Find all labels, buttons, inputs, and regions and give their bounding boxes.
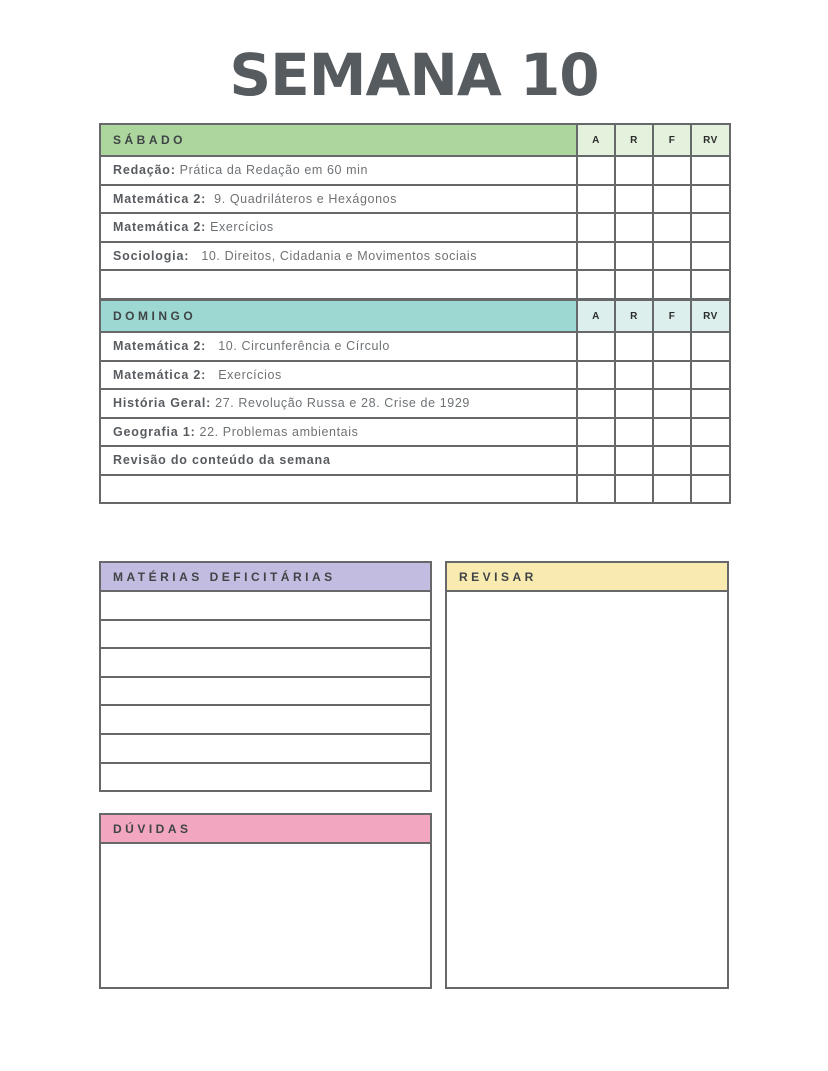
table-row xyxy=(100,361,730,390)
col-header-a: A xyxy=(577,300,615,332)
topic-label: 10. Circunferência e Círculo xyxy=(210,339,390,354)
subject-label: Sociologia: xyxy=(113,248,190,263)
doubts-box xyxy=(99,813,432,989)
deficit-line[interactable] xyxy=(101,621,430,650)
deficit-line[interactable] xyxy=(101,764,430,793)
check-a[interactable] xyxy=(577,156,615,185)
deficit-line[interactable] xyxy=(101,592,430,621)
check-r[interactable] xyxy=(615,389,653,418)
col-header-r: R xyxy=(615,124,653,156)
sunday-header: DOMINGO xyxy=(100,300,577,332)
col-header-a: A xyxy=(577,124,615,156)
deficit-line[interactable] xyxy=(101,735,430,764)
check-f[interactable] xyxy=(653,213,691,242)
task-cell[interactable] xyxy=(100,475,577,504)
saturday-header-row xyxy=(100,124,730,156)
check-f[interactable] xyxy=(653,475,691,504)
table-row xyxy=(100,418,730,447)
deficit-subjects-box xyxy=(99,561,432,792)
col-header-r: R xyxy=(615,300,653,332)
check-r[interactable] xyxy=(615,446,653,475)
table-row xyxy=(100,446,730,475)
task-cell xyxy=(100,418,577,447)
topic-label: Prática da Redação em 60 min xyxy=(179,163,369,178)
review-header: REVISAR xyxy=(447,563,727,592)
review-box xyxy=(445,561,729,989)
subject-label: Redação: xyxy=(113,163,176,178)
sunday-header-row xyxy=(100,300,730,332)
table-row xyxy=(100,332,730,361)
topic-label: 9. Quadriláteros e Hexágonos xyxy=(210,191,398,206)
topic-label: Exercícios xyxy=(210,367,282,382)
check-r[interactable] xyxy=(615,361,653,390)
table-row-empty xyxy=(100,475,730,504)
check-f[interactable] xyxy=(653,185,691,214)
topic-label: Exercícios xyxy=(210,220,274,235)
topic-label: 10. Direitos, Cidadania e Movimentos sociais xyxy=(193,248,478,263)
deficit-line[interactable] xyxy=(101,706,430,735)
col-header-rv: RV xyxy=(691,300,730,332)
check-a[interactable] xyxy=(577,446,615,475)
table-row xyxy=(100,156,730,185)
check-f[interactable] xyxy=(653,418,691,447)
check-rv[interactable] xyxy=(691,242,730,271)
check-f[interactable] xyxy=(653,389,691,418)
table-row xyxy=(100,242,730,271)
check-f[interactable] xyxy=(653,242,691,271)
task-cell[interactable] xyxy=(100,270,577,299)
subject-label: História Geral: xyxy=(113,396,212,411)
check-r[interactable] xyxy=(615,156,653,185)
check-rv[interactable] xyxy=(691,475,730,504)
check-a[interactable] xyxy=(577,418,615,447)
check-rv[interactable] xyxy=(691,418,730,447)
task-cell xyxy=(100,446,577,475)
check-rv[interactable] xyxy=(691,185,730,214)
col-header-f: F xyxy=(653,124,691,156)
subject-label: Matemática 2: xyxy=(113,191,207,206)
check-a[interactable] xyxy=(577,332,615,361)
review-area[interactable] xyxy=(447,592,727,987)
subject-label: Revisão do conteúdo da semana xyxy=(113,453,331,468)
check-f[interactable] xyxy=(653,332,691,361)
check-a[interactable] xyxy=(577,389,615,418)
doubts-header: DÚVIDAS xyxy=(101,815,430,844)
task-cell xyxy=(100,156,577,185)
check-f[interactable] xyxy=(653,446,691,475)
subject-label: Matemática 2: xyxy=(113,367,207,382)
deficit-line[interactable] xyxy=(101,678,430,707)
table-row xyxy=(100,213,730,242)
check-r[interactable] xyxy=(615,270,653,299)
table-row-empty xyxy=(100,270,730,299)
check-a[interactable] xyxy=(577,270,615,299)
saturday-header: SÁBADO xyxy=(100,124,577,156)
check-rv[interactable] xyxy=(691,156,730,185)
deficit-subjects-header: MATÉRIAS DEFICITÁRIAS xyxy=(101,563,430,592)
check-a[interactable] xyxy=(577,242,615,271)
page-title: SEMANA 10 xyxy=(229,41,599,109)
topic-label: 27. Revolução Russa e 28. Crise de 1929 xyxy=(215,396,470,411)
check-rv[interactable] xyxy=(691,361,730,390)
check-rv[interactable] xyxy=(691,446,730,475)
sunday-table xyxy=(99,299,731,504)
check-f[interactable] xyxy=(653,156,691,185)
task-cell xyxy=(100,185,577,214)
check-rv[interactable] xyxy=(691,270,730,299)
task-cell xyxy=(100,361,577,390)
saturday-table xyxy=(99,123,731,300)
check-rv[interactable] xyxy=(691,213,730,242)
check-rv[interactable] xyxy=(691,332,730,361)
col-header-f: F xyxy=(653,300,691,332)
check-r[interactable] xyxy=(615,418,653,447)
subject-label: Geografia 1: xyxy=(113,424,196,439)
table-row xyxy=(100,389,730,418)
task-cell xyxy=(100,242,577,271)
doubts-area[interactable] xyxy=(101,844,430,987)
check-r[interactable] xyxy=(615,213,653,242)
check-r[interactable] xyxy=(615,242,653,271)
check-a[interactable] xyxy=(577,213,615,242)
check-r[interactable] xyxy=(615,332,653,361)
check-a[interactable] xyxy=(577,185,615,214)
topic-label: 22. Problemas ambientais xyxy=(199,424,359,439)
check-a[interactable] xyxy=(577,361,615,390)
subject-label: Matemática 2: xyxy=(113,339,207,354)
check-r[interactable] xyxy=(615,475,653,504)
task-cell xyxy=(100,213,577,242)
check-r[interactable] xyxy=(615,185,653,214)
subject-label: Matemática 2: xyxy=(113,220,207,235)
table-row xyxy=(100,185,730,214)
check-f[interactable] xyxy=(653,270,691,299)
task-cell xyxy=(100,332,577,361)
task-cell xyxy=(100,389,577,418)
check-f[interactable] xyxy=(653,361,691,390)
check-a[interactable] xyxy=(577,475,615,504)
col-header-rv: RV xyxy=(691,124,730,156)
deficit-line[interactable] xyxy=(101,649,430,678)
check-rv[interactable] xyxy=(691,389,730,418)
